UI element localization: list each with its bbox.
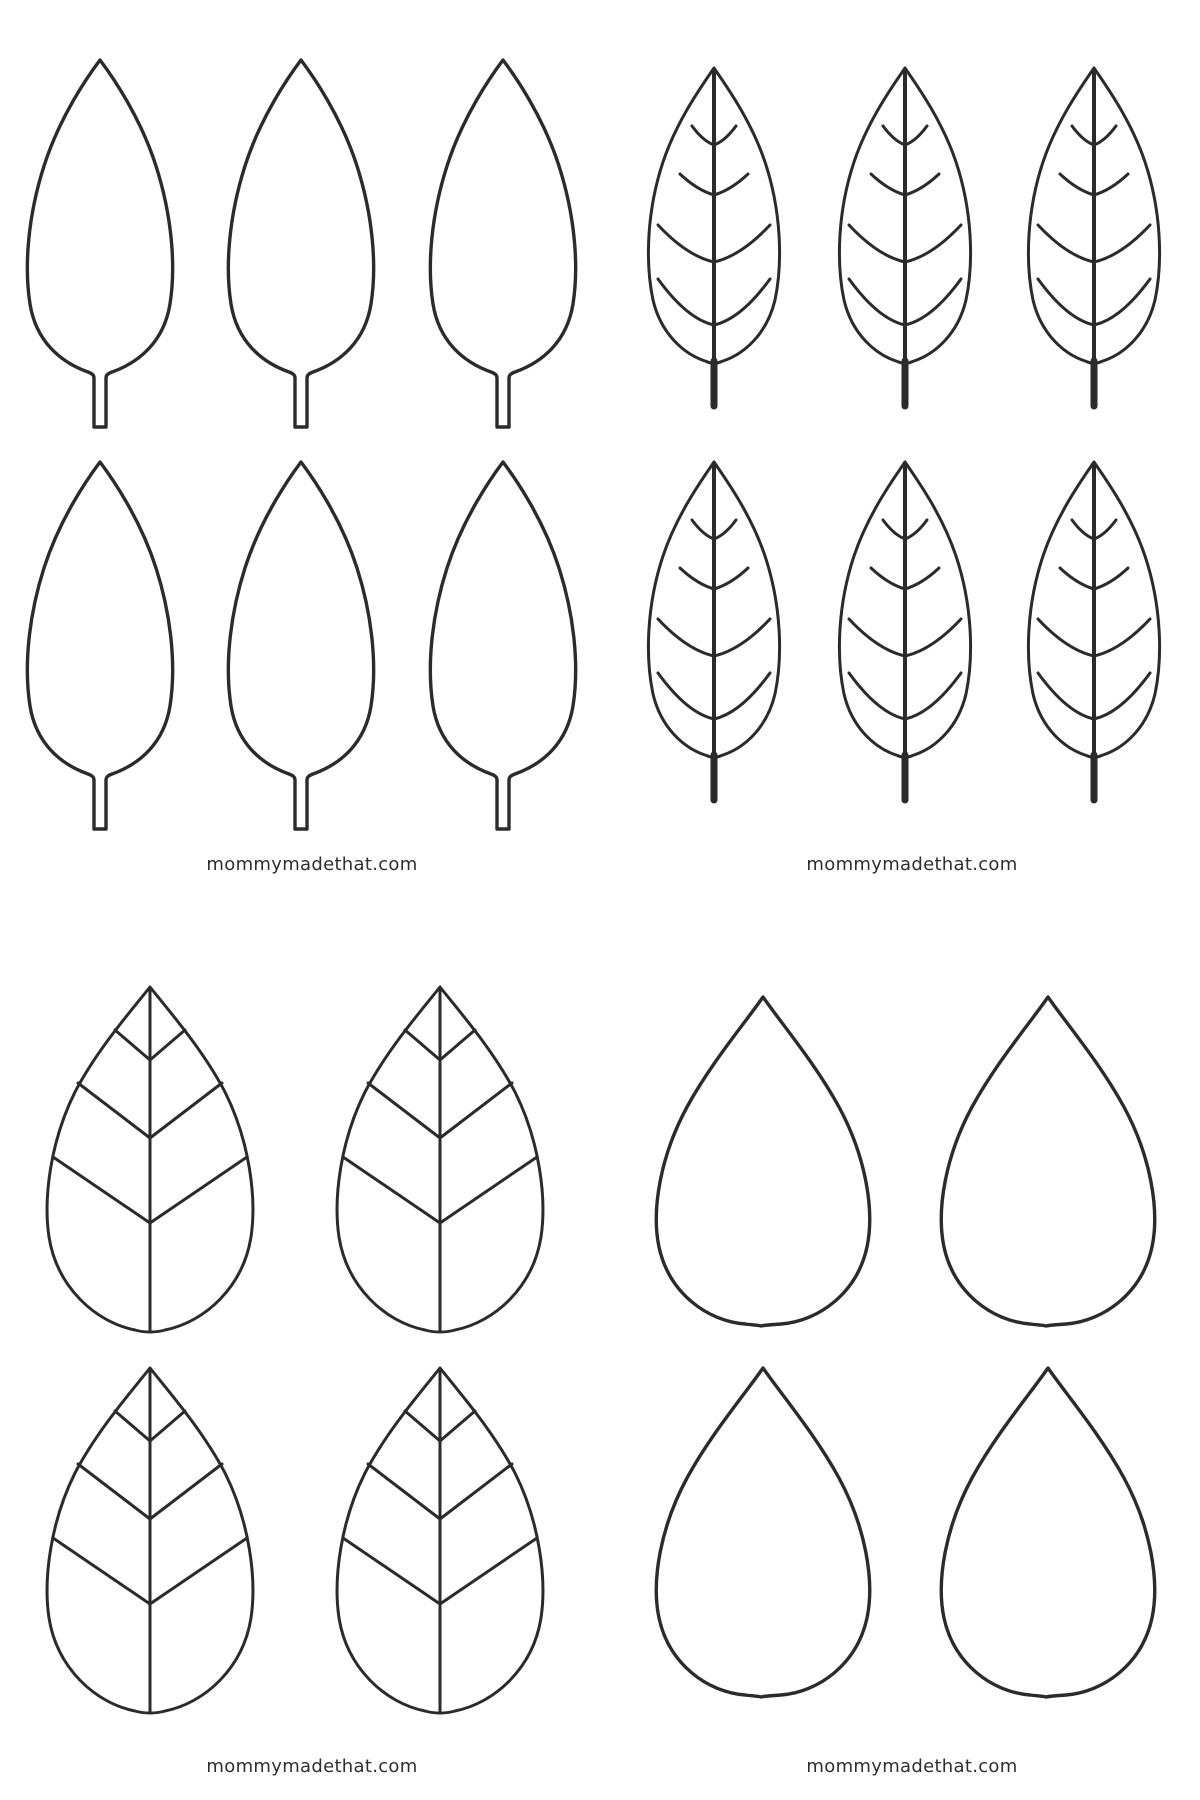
herringbone-leaf-shape	[47, 987, 253, 1332]
veined-leaf-shape	[1028, 462, 1159, 800]
site-caption: mommymadethat.com	[206, 1756, 418, 1777]
veined-leaf-shape	[1028, 68, 1159, 406]
herringbone-leaf-shape	[337, 1368, 543, 1713]
teardrop-leaves-sheet	[600, 900, 1200, 1800]
plain-leaf-shape	[27, 462, 172, 829]
teardrop-leaf-shape	[941, 1368, 1154, 1697]
site-caption: mommymadethat.com	[206, 854, 418, 875]
page-teardrop-leaves	[600, 900, 1200, 1800]
page-herringbone-leaves	[0, 900, 600, 1800]
teardrop-leaf-shape	[941, 997, 1154, 1326]
veined-leaf-shape	[839, 462, 970, 800]
veined-leaf-shape	[648, 68, 779, 406]
page-plain-leaves	[0, 0, 600, 900]
herringbone-leaf-shape	[47, 1368, 253, 1713]
herringbone-leaves-sheet	[0, 900, 600, 1800]
site-caption: mommymadethat.com	[806, 1756, 1018, 1777]
teardrop-leaf-shape	[656, 997, 869, 1326]
plain-leaves-sheet	[0, 0, 600, 900]
herringbone-leaf-shape	[337, 987, 543, 1332]
veined-leaves-sheet	[600, 0, 1200, 900]
page-veined-leaves	[600, 0, 1200, 900]
plain-leaf-shape	[228, 60, 373, 427]
site-caption: mommymadethat.com	[806, 854, 1018, 875]
plain-leaf-shape	[27, 60, 172, 427]
teardrop-leaf-shape	[656, 1368, 869, 1697]
plain-leaf-shape	[228, 462, 373, 829]
veined-leaf-shape	[648, 462, 779, 800]
plain-leaf-shape	[430, 462, 575, 829]
veined-leaf-shape	[839, 68, 970, 406]
plain-leaf-shape	[430, 60, 575, 427]
